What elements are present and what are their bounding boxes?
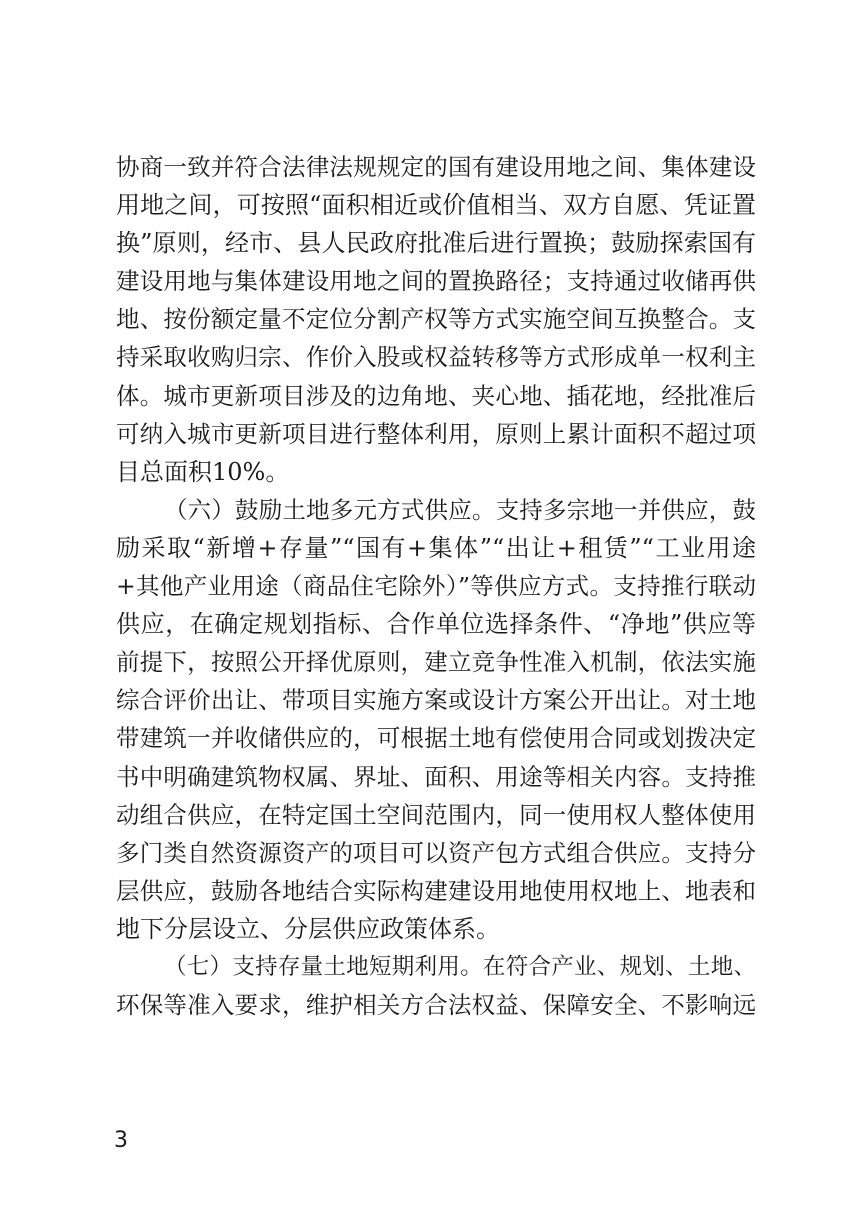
text-line: 地下分层设立、分层供应政策体系。: [116, 914, 500, 943]
text-line: 带建筑一并收储供应的，可根据土地有偿使用合同或划拨决定: [116, 724, 756, 753]
text-line: 体。城市更新项目涉及的边角地、夹心地、插花地，经批准后: [116, 381, 756, 410]
text-line: 协商一致并符合法律法规规定的国有建设用地之间、集体建设: [116, 153, 756, 181]
text-line: +其他产业用途（商品住宅除外）”等供应方式。支持推行联动: [116, 572, 756, 601]
text-line: （六）鼓励土地多元方式供应。支持多宗地一并供应，鼓: [164, 495, 756, 524]
text-line: 动组合供应，在特定国土空间范围内，同一使用权人整体使用: [116, 800, 756, 829]
text-line: 建设用地与集体建设用地之间的置换路径；支持通过收储再供: [116, 267, 756, 296]
text-line: 前提下，按照公开择优原则，建立竞争性准入机制，依法实施: [116, 648, 756, 677]
page-number: 3: [114, 1128, 128, 1153]
text-line: 换”原则，经市、县人民政府批准后进行置换；鼓励探索国有: [116, 229, 756, 258]
text-line: 地、按份额定量不定位分割产权等方式实施空间互换整合。支: [116, 305, 756, 334]
text-line: 多门类自然资源资产的项目可以资产包方式组合供应。支持分: [116, 838, 756, 867]
body-text: [116, 148, 756, 1024]
text-line: 目总面积10%。: [116, 457, 290, 486]
text-line: （七）支持存量土地短期利用。在符合产业、规划、土地、: [164, 953, 756, 980]
text-line: 书中明确建筑物权属、界址、面积、用途等相关内容。支持推: [116, 762, 756, 791]
text-line: 持采取收购归宗、作价入股或权益转移等方式形成单一权利主: [116, 343, 756, 372]
text-line: 用地之间，可按照“面积相近或价值相当、双方自愿、凭证置: [116, 191, 756, 220]
text-line: 供应，在确定规划指标、合作单位选择条件、“净地”供应等: [116, 610, 756, 639]
text-line: 层供应，鼓励各地结合实际构建建设用地使用权地上、地表和: [116, 876, 756, 905]
text-line: 综合评价出让、带项目实施方案或设计方案公开出让。对土地: [116, 686, 756, 715]
text-line: 可纳入城市更新项目进行整体利用，原则上累计面积不超过项: [116, 419, 756, 448]
text-line: 励采取“新增+存量”“国有+集体”“出让+租赁”“工业用途: [116, 533, 756, 562]
text-line: 环保等准入要求，维护相关方合法权益、保障安全、不影响远: [116, 991, 756, 1020]
